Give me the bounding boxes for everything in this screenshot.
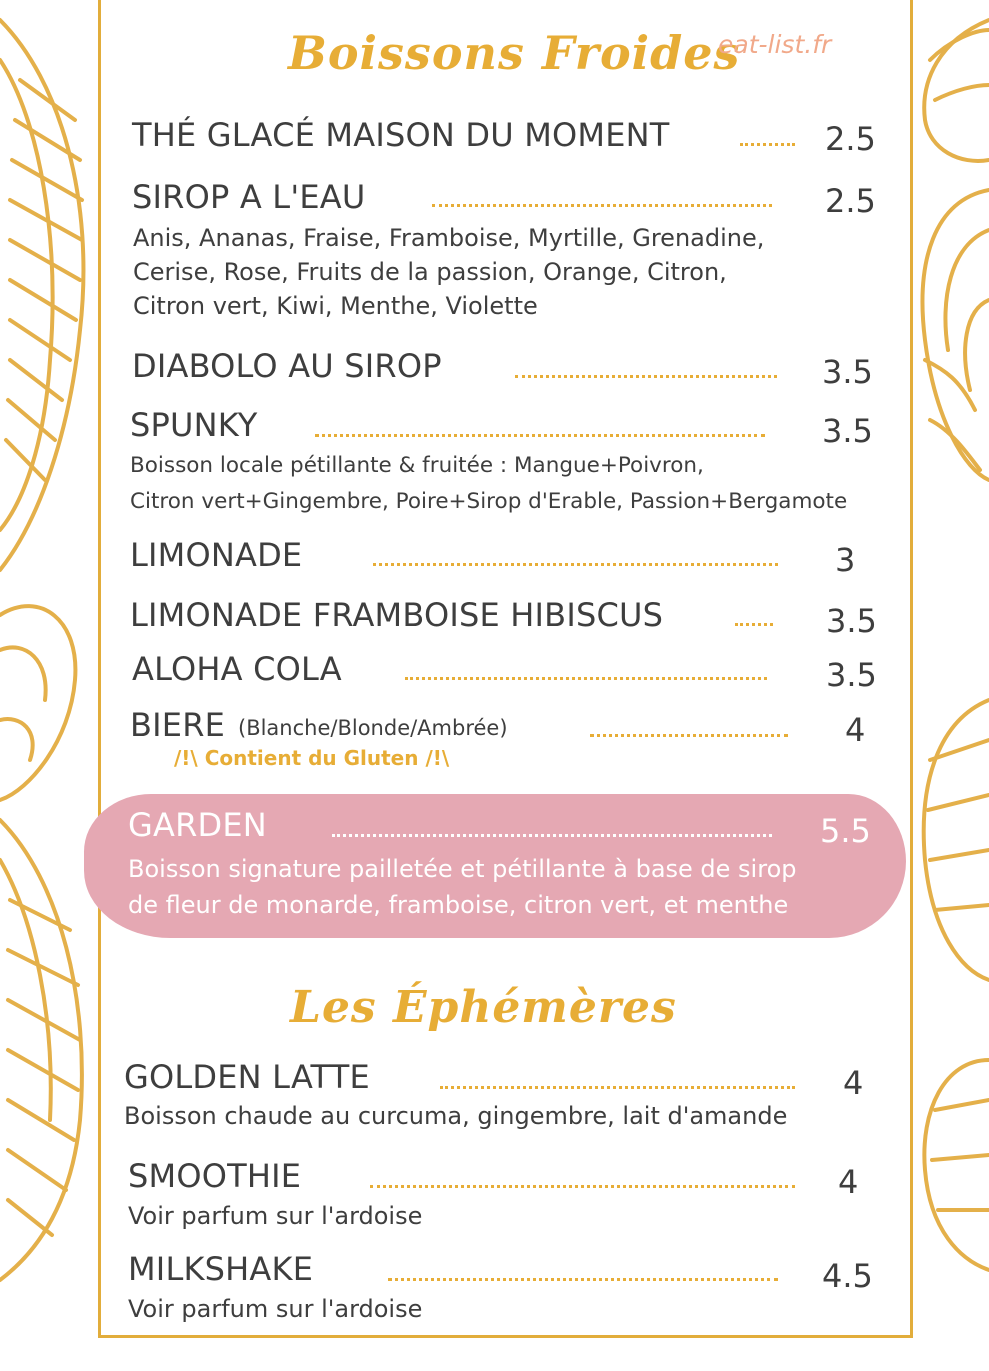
item-name-sirop: SIROP A L'EAU (132, 178, 366, 216)
item-price-sirop: 2.5 (825, 182, 876, 220)
dot-leader (440, 1086, 795, 1089)
gluten-warning: /!\ Contient du Gluten /!\ (174, 746, 450, 770)
item-desc-spunky-line: Citron vert+Gingembre, Poire+Sirop d'Erable, Passion+Bergamote (130, 489, 848, 514)
item-desc-sirop-line: Anis, Ananas, Fraise, Framboise, Myrtille, Grenadine, (133, 224, 765, 252)
item-price-limonade: 3 (835, 541, 856, 579)
dot-leader (590, 734, 788, 737)
item-name-biere: BIERE (130, 706, 226, 744)
dot-leader (332, 834, 772, 837)
dot-leader (432, 204, 772, 207)
dot-leader (373, 563, 778, 566)
watermark: eat-list.fr (718, 30, 832, 59)
item-desc-milkshake: Voir parfum sur l'ardoise (128, 1295, 423, 1323)
item-price-spunky: 3.5 (822, 412, 873, 450)
item-price-smoothie: 4 (838, 1163, 859, 1201)
item-price-milkshake: 4.5 (822, 1257, 873, 1295)
dot-leader (388, 1278, 778, 1281)
item-price-garden: 5.5 (820, 812, 871, 850)
item-price-the-glace: 2.5 (825, 120, 876, 158)
item-name-the-glace: THÉ GLACÉ MAISON DU MOMENT (132, 116, 670, 154)
dot-leader (405, 677, 767, 680)
item-desc-garden-line: de fleur de monarde, framboise, citron vert, et menthe (128, 891, 789, 919)
dot-leader (315, 434, 765, 437)
item-desc-golden-latte: Boisson chaude au curcuma, gingembre, lait d'amande (124, 1102, 788, 1130)
item-price-limonade-framboise: 3.5 (826, 602, 877, 640)
section-title-boissons-froides: Boissons Froides (288, 26, 741, 80)
item-name-aloha-cola: ALOHA COLA (132, 650, 342, 688)
section-title-les-ephemeres: Les Éphémères (290, 982, 677, 1033)
dot-leader (515, 375, 777, 378)
item-name-golden-latte: GOLDEN LATTE (124, 1058, 370, 1096)
item-desc-smoothie: Voir parfum sur l'ardoise (128, 1202, 423, 1230)
item-price-aloha-cola: 3.5 (826, 656, 877, 694)
dot-leader (370, 1185, 795, 1188)
item-name-milkshake: MILKSHAKE (128, 1250, 314, 1288)
item-desc-garden-line: Boisson signature pailletée et pétillante à base de sirop (128, 855, 797, 883)
item-desc-spunky-line: Boisson locale pétillante & fruitée : Mangue+Poivron, (130, 453, 704, 478)
item-name-smoothie: SMOOTHIE (128, 1157, 302, 1195)
dot-leader (735, 623, 773, 626)
item-name-spunky: SPUNKY (130, 406, 258, 444)
item-desc-sirop-line: Citron vert, Kiwi, Menthe, Violette (133, 292, 538, 320)
item-name-garden: GARDEN (128, 806, 267, 844)
item-price-golden-latte: 4 (843, 1064, 864, 1102)
item-price-diabolo: 3.5 (822, 353, 873, 391)
item-desc-sirop-line: Cerise, Rose, Fruits de la passion, Orange, Citron, (133, 258, 727, 286)
item-name-limonade-framboise: LIMONADE FRAMBOISE HIBISCUS (130, 596, 664, 634)
item-price-biere: 4 (845, 711, 866, 749)
item-name-diabolo: DIABOLO AU SIROP (132, 347, 442, 385)
item-sub-biere: (Blanche/Blonde/Ambrée) (238, 716, 508, 740)
item-name-limonade: LIMONADE (130, 536, 303, 574)
dot-leader (740, 143, 795, 146)
